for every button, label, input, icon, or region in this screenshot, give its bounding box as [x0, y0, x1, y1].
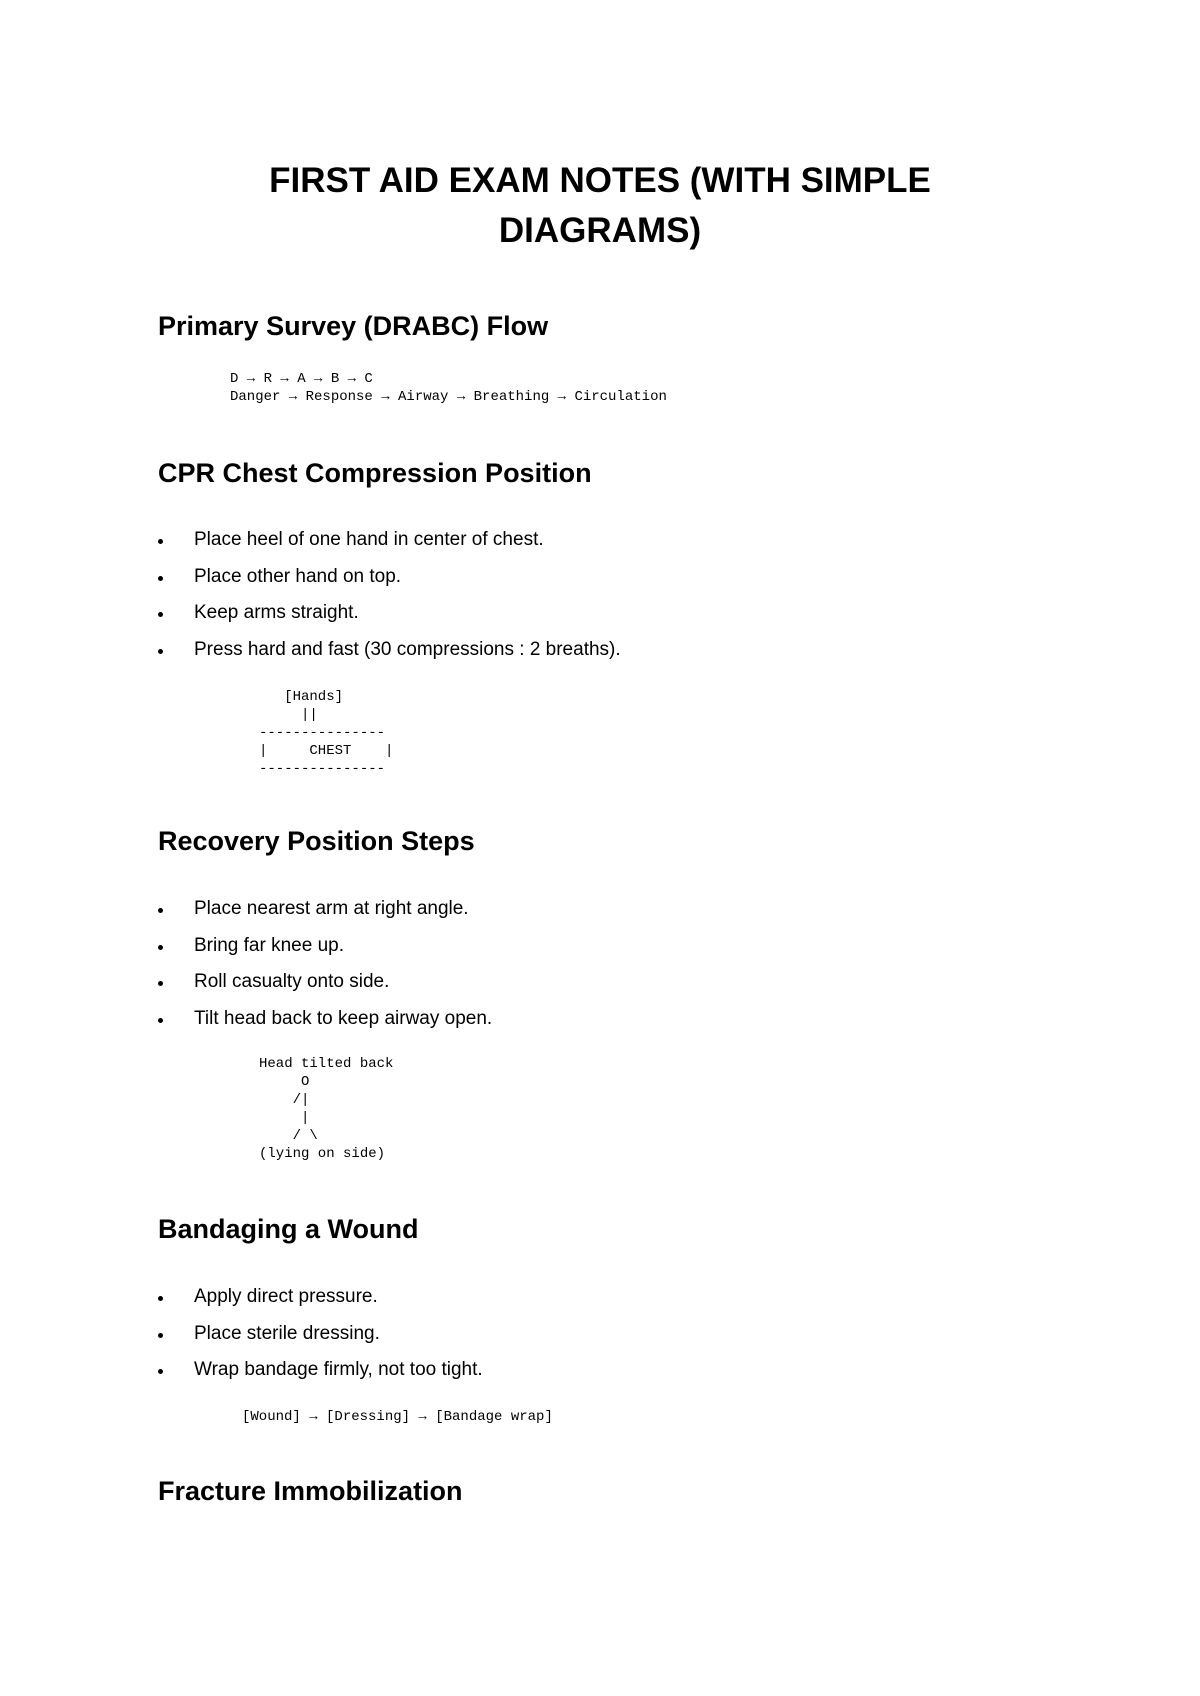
- diagram-line: [Wound] → [Dressing] → [Bandage wrap]: [242, 1409, 553, 1425]
- diagram-line: ---------------: [259, 761, 386, 777]
- list-item: Bring far knee up.: [158, 934, 492, 971]
- list-item: Place other hand on top.: [158, 565, 621, 602]
- diagram-line: (lying on side): [259, 1146, 386, 1162]
- diagram-line: Head tilted back: [259, 1056, 394, 1072]
- recovery-steps-list: [158, 897, 492, 1043]
- recovery-position-diagram: [259, 1055, 393, 1163]
- diagram-line: | CHEST |: [259, 743, 394, 759]
- cpr-chest-diagram: [259, 688, 393, 778]
- drabc-flow-diagram: [230, 370, 667, 406]
- diagram-line: ||: [259, 707, 318, 723]
- heading-bandaging: Bandaging a Wound: [158, 1214, 419, 1244]
- diagram-line: /|: [259, 1092, 310, 1108]
- list-item: Roll casualty onto side.: [158, 970, 492, 1007]
- diagram-line: O: [259, 1074, 310, 1090]
- diagram-line: Danger → Response → Airway → Breathing → Circulation: [230, 389, 667, 405]
- list-item: Place sterile dressing.: [158, 1322, 483, 1359]
- list-item: Keep arms straight.: [158, 601, 621, 638]
- heading-primary-survey: Primary Survey (DRABC) Flow: [158, 311, 549, 341]
- list-item: Tilt head back to keep airway open.: [158, 1007, 492, 1044]
- bandaging-steps-list: [158, 1285, 483, 1395]
- heading-cpr: CPR Chest Compression Position: [158, 458, 592, 488]
- heading-recovery: Recovery Position Steps: [158, 826, 475, 856]
- list-item: Wrap bandage firmly, not too tight.: [158, 1358, 483, 1395]
- list-item: Place nearest arm at right angle.: [158, 897, 492, 934]
- bandaging-flow-diagram: [242, 1408, 553, 1426]
- cpr-steps-list: [158, 528, 621, 674]
- document-title: FIRST AID EXAM NOTES (WITH SIMPLE DIAGRAMS): [269, 161, 931, 250]
- diagram-line: / \: [259, 1128, 318, 1144]
- list-item: Press hard and fast (30 compressions : 2 breaths).: [158, 638, 621, 675]
- heading-fracture: Fracture Immobilization: [158, 1476, 463, 1506]
- diagram-line: D → R → A → B → C: [230, 371, 373, 387]
- list-item: Place heel of one hand in center of chest.: [158, 528, 621, 565]
- list-item: Apply direct pressure.: [158, 1285, 483, 1322]
- diagram-line: ---------------: [259, 725, 386, 741]
- diagram-line: [Hands]: [259, 689, 344, 705]
- diagram-line: |: [259, 1110, 310, 1126]
